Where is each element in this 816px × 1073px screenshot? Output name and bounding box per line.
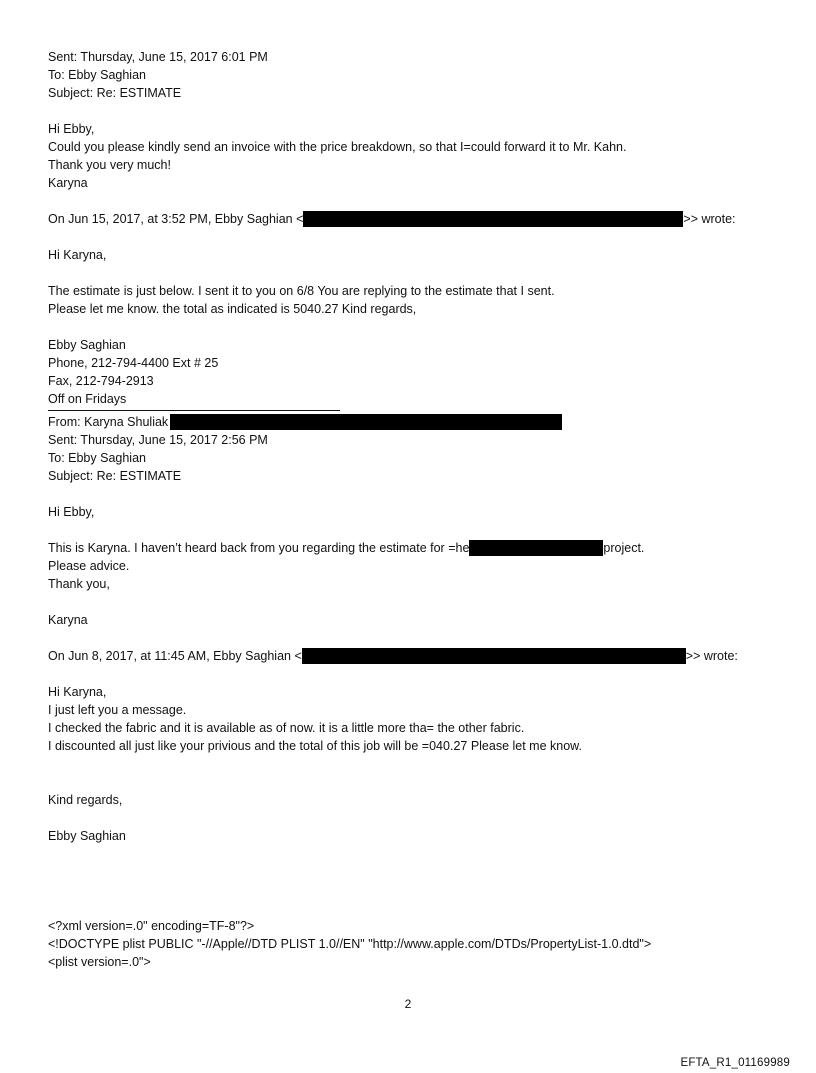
signoff: Karyna	[48, 613, 88, 627]
greeting: Hi Ebby,	[48, 122, 95, 136]
body-text: I discounted all just like your privious and the total of this job will be =040.27 Please let me know.	[48, 739, 582, 753]
xml-line: <!DOCTYPE plist PUBLIC "-//Apple//DTD PLIST 1.0//EN" "http://www.apple.com/DTDs/PropertyList-1.0.dtd">	[48, 937, 652, 951]
to-line: To: Ebby Saghian	[48, 451, 146, 465]
from-line	[48, 413, 788, 431]
redaction-bar	[469, 540, 603, 556]
closing: Kind regards,	[48, 793, 123, 807]
quote-suffix: >> wrote:	[683, 212, 736, 226]
greeting: Hi Karyna,	[48, 248, 107, 262]
signature-phone: Phone, 212-794-4400 Ext # 25	[48, 356, 219, 370]
signature-name: Ebby Saghian	[48, 829, 126, 843]
body-text: Thank you,	[48, 577, 110, 591]
quote-prefix: On Jun 15, 2017, at 3:52 PM, Ebby Saghian <	[48, 212, 304, 226]
greeting: Hi Ebby,	[48, 505, 95, 519]
signature-name: Ebby Saghian	[48, 338, 126, 352]
sent-line: Sent: Thursday, June 15, 2017 2:56 PM	[48, 433, 268, 447]
quote-suffix: >> wrote:	[685, 649, 738, 663]
body-text-before: This is Karyna. I haven’t heard back from you regarding the estimate for =he	[48, 541, 470, 555]
body-text: Please let me know. the total as indicated is 5040.27 Kind regards,	[48, 302, 417, 316]
body-text: I just left you a message.	[48, 703, 187, 717]
redaction-bar	[170, 414, 562, 430]
to-line: To: Ebby Saghian	[48, 68, 146, 82]
sent-line: Sent: Thursday, June 15, 2017 6:01 PM	[48, 50, 268, 64]
signature-fax: Fax, 212-794-2913	[48, 374, 154, 388]
redaction-bar	[303, 211, 683, 227]
signoff: Karyna	[48, 176, 88, 190]
body-text: The estimate is just below. I sent it to you on 6/8 You are replying to the estimate that I sent.	[48, 284, 555, 298]
signature-note: Off on Fridays	[48, 392, 127, 406]
body-text	[48, 539, 788, 557]
body-text: Could you please kindly send an invoice with the price breakdown, so that I=could forward it to Mr. Kahn.	[48, 140, 627, 154]
body-text: Thank you very much!	[48, 158, 171, 172]
quote-header	[48, 647, 788, 665]
email-document	[48, 48, 788, 971]
subject-line: Subject: Re: ESTIMATE	[48, 86, 182, 100]
page-number: 2	[404, 997, 412, 1011]
quote-prefix: On Jun 8, 2017, at 11:45 AM, Ebby Saghian <	[48, 649, 302, 663]
document-id: EFTA_R1_01169989	[680, 1057, 790, 1069]
from-text: From: Karyna Shuliak	[48, 415, 169, 429]
subject-line: Subject: Re: ESTIMATE	[48, 469, 182, 483]
greeting: Hi Karyna,	[48, 685, 107, 699]
redaction-bar	[302, 648, 686, 664]
quote-header	[48, 210, 788, 228]
body-text: I checked the fabric and it is available as of now. it is a little more tha= the other fabric.	[48, 721, 525, 735]
divider	[48, 410, 340, 411]
xml-line: <plist version=.0">	[48, 955, 151, 969]
body-text-after: project.	[603, 541, 645, 555]
xml-line: <?xml version=.0" encoding=TF-8"?>	[48, 919, 255, 933]
body-text: Please advice.	[48, 559, 130, 573]
